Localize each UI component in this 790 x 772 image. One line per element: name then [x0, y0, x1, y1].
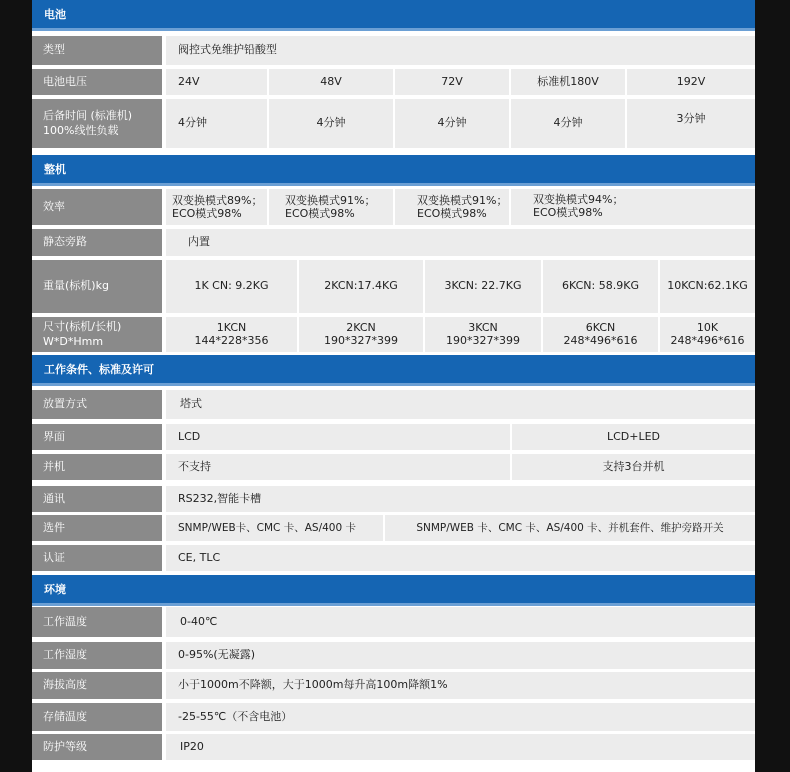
- row-label: 类型: [32, 36, 162, 65]
- size-cell: [166, 317, 297, 352]
- row-label: 放置方式: [32, 390, 162, 419]
- voltage-cell: 192V: [627, 69, 755, 95]
- size-dims: 190*327*399: [446, 333, 520, 347]
- size-dims: 248*496*616: [670, 333, 745, 347]
- weight-cell: 10KCN:62.1KG: [660, 260, 755, 313]
- section-header-working: [32, 355, 755, 383]
- weight-cell: 1K CN: 9.2KG: [166, 260, 297, 313]
- spec-row-efficiency: [32, 189, 755, 225]
- section-title: 工作条件、标准及许可: [44, 363, 154, 376]
- size-model: 10K: [696, 320, 719, 334]
- row-value: SNMP/WEB 卡、CMC 卡、AS/400 卡、并机套件、维护旁路开关: [385, 515, 755, 541]
- section-header-battery: [32, 0, 755, 28]
- efficiency-line: 双变换模式91%；: [285, 194, 376, 207]
- efficiency-line: 双变换模式94%；: [533, 193, 624, 206]
- row-label: 电池电压: [32, 69, 162, 95]
- backup-cell: 4分钟: [395, 99, 509, 148]
- row-value: IP20: [166, 734, 755, 760]
- efficiency-line: ECO模式98%: [417, 206, 487, 220]
- spec-row-options: [32, 515, 755, 541]
- spec-row-operating-humidity: [32, 642, 755, 669]
- size-cell: [425, 317, 541, 352]
- row-label: 工作湿度: [32, 642, 162, 669]
- row-label-line: 尺寸(标机/长机): [43, 320, 122, 334]
- row-label: 界面: [32, 424, 162, 450]
- row-value: 0-40℃: [166, 607, 755, 637]
- row-label: [32, 99, 162, 148]
- weight-cell: 3KCN: 22.7KG: [425, 260, 541, 313]
- row-value: 小于1000m不降额，大于1000m每升高100m降额1%: [166, 672, 755, 699]
- size-dims: 144*228*356: [194, 333, 269, 347]
- size-dims: 190*327*399: [324, 333, 398, 347]
- row-label-line: 后备时间 (标准机): [43, 109, 133, 123]
- voltage-cell: 72V: [395, 69, 509, 95]
- spec-sheet: [32, 0, 755, 772]
- row-value: LCD: [166, 424, 510, 450]
- row-value: 支持3台并机: [512, 454, 755, 480]
- efficiency-cell: [511, 189, 755, 225]
- row-value: 不支持: [166, 454, 510, 480]
- row-label: 重量(标机)kg: [32, 260, 162, 313]
- row-label-line: W*D*Hmm: [43, 334, 104, 348]
- efficiency-cell: [395, 189, 509, 225]
- row-value: 塔式: [166, 390, 755, 419]
- row-value: SNMP/WEB卡、CMC 卡、AS/400 卡: [166, 515, 383, 541]
- size-cell: [543, 317, 658, 352]
- spec-row-parallel: [32, 454, 755, 480]
- row-label: 并机: [32, 454, 162, 480]
- row-label: 认证: [32, 545, 162, 571]
- voltage-cell: 48V: [269, 69, 393, 95]
- row-label: 工作温度: [32, 607, 162, 637]
- size-cell: [660, 317, 755, 352]
- spec-row-backup-time: [32, 99, 755, 148]
- backup-cell: 3分钟: [627, 99, 755, 148]
- backup-cell: 4分钟: [166, 99, 267, 148]
- spec-row-operating-temperature: [32, 607, 755, 637]
- row-value: CE, TLC: [166, 545, 755, 571]
- row-label: 通讯: [32, 486, 162, 512]
- row-value: RS232,智能卡槽: [166, 486, 755, 512]
- row-value: LCD+LED: [512, 424, 755, 450]
- section-header-unit: [32, 155, 755, 183]
- weight-cell: 2KCN:17.4KG: [299, 260, 423, 313]
- efficiency-cell: [269, 189, 393, 225]
- spec-row-placement: [32, 390, 755, 419]
- section-title: 环境: [44, 583, 66, 596]
- efficiency-line: ECO模式98%: [172, 206, 242, 220]
- size-model: 6KCN: [585, 320, 616, 334]
- row-value: 阀控式免维护铅酸型: [166, 36, 755, 65]
- efficiency-line: 双变换模式89%；: [172, 194, 263, 207]
- row-label: 选件: [32, 515, 162, 541]
- spec-row-weight: [32, 260, 755, 313]
- efficiency-line: ECO模式98%: [533, 205, 603, 219]
- spec-row-altitude: [32, 672, 755, 699]
- section-header-environment: [32, 575, 755, 603]
- size-model: 1KCN: [216, 320, 247, 334]
- row-label: [32, 317, 162, 352]
- spec-row-protection-rating: [32, 734, 755, 760]
- backup-cell: 4分钟: [511, 99, 625, 148]
- row-value: -25-55℃（不含电池）: [166, 703, 755, 731]
- efficiency-line: ECO模式98%: [285, 206, 355, 220]
- row-value: 0-95%(无凝露): [166, 642, 755, 669]
- row-label-line: 100%线性负载: [43, 123, 119, 137]
- voltage-cell: 24V: [166, 69, 267, 95]
- backup-cell: 4分钟: [269, 99, 393, 148]
- spec-row-certification: [32, 545, 755, 571]
- row-label: 海拔高度: [32, 672, 162, 699]
- spec-row-bypass: [32, 229, 755, 256]
- section-title: 电池: [44, 8, 66, 21]
- efficiency-cell: [166, 189, 267, 225]
- row-value: 内置: [166, 229, 755, 256]
- spec-row-size: [32, 317, 755, 352]
- size-model: 3KCN: [468, 320, 498, 334]
- row-label: 防护等级: [32, 734, 162, 760]
- size-dims: 248*496*616: [563, 333, 638, 347]
- row-label: 存储温度: [32, 703, 162, 731]
- row-label: 静态旁路: [32, 229, 162, 256]
- row-label: 效率: [32, 189, 162, 225]
- efficiency-line: 双变换模式91%；: [417, 194, 508, 207]
- spec-row-communication: [32, 486, 755, 512]
- spec-row-battery-type: [32, 36, 755, 65]
- voltage-cell: 标准机180V: [511, 69, 625, 95]
- weight-cell: 6KCN: 58.9KG: [543, 260, 658, 313]
- section-title: 整机: [44, 163, 66, 176]
- spec-row-interface: [32, 424, 755, 450]
- spec-row-storage-temperature: [32, 703, 755, 731]
- spec-row-battery-voltage: [32, 69, 755, 95]
- size-model: 2KCN: [346, 320, 376, 334]
- size-cell: [299, 317, 423, 352]
